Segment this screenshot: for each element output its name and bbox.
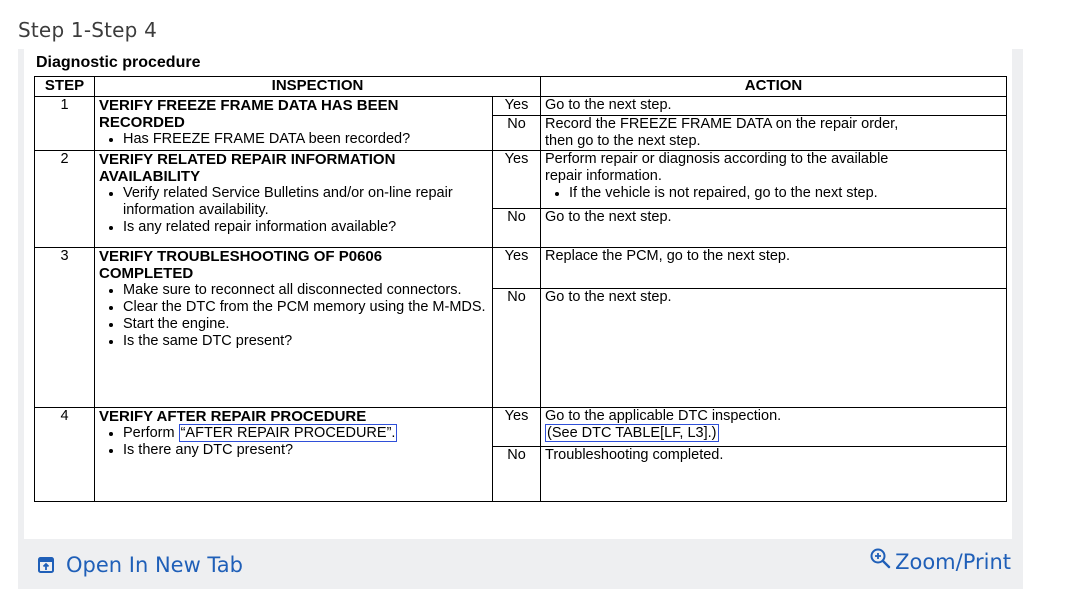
inspection-bullet: • Is there any DTC present? [123,442,488,459]
panel-footer [18,539,1023,589]
inspection-bullet: • Start the engine. [123,316,488,333]
zoom-print-link[interactable] [869,550,1011,574]
inspection-title: VERIFY TROUBLESHOOTING OF P0606 [99,248,383,265]
header-step: STEP [35,77,95,97]
action-text: Replace the PCM, go to the next step. [545,248,791,264]
header-inspection: INSPECTION [95,77,541,97]
action-text: Go to the applicable DTC inspection. [545,408,782,424]
table-header-row [35,77,1007,97]
no-label: No [493,209,541,248]
inspection-bullet: • Is the same DTC present? [123,333,488,350]
inspection-title: VERIFY FREEZE FRAME DATA HAS BEEN [99,97,399,114]
action-text: Perform repair or diagnosis according to the available [545,151,889,167]
bullet-prefix: Perform [123,425,179,441]
table-row [35,408,1007,447]
action-text: Go to the next step. [545,209,672,225]
no-label: No [493,116,541,151]
inspection-title: VERIFY RELATED REPAIR INFORMATION [99,151,396,168]
open-in-new-tab-label: Open In New Tab [66,553,243,577]
inspection-title: RECORDED [99,114,185,131]
action-bullet: • If the vehicle is not repaired, go to the next step. [569,185,1002,202]
inspection-bullet: • Clear the DTC from the PCM memory using the M-MDS. [123,299,488,316]
inspection-cell [95,97,493,151]
inspection-bullet: • Make sure to reconnect all disconnected connectors. [123,282,488,299]
action-text: then go to the next step. [545,133,701,149]
yes-label: Yes [493,97,541,116]
action-text: Go to the next step. [545,289,672,305]
inspection-bullet [123,425,488,442]
table-row [35,248,1007,289]
document-panel [18,49,1023,589]
action-text: Go to the next step. [545,97,672,113]
table-row [35,97,1007,116]
action-text: Troubleshooting completed. [545,447,724,463]
yes-label: Yes [493,248,541,289]
page-heading: Step 1-Step 4 [18,18,158,42]
no-label: No [493,447,541,502]
yes-label: Yes [493,408,541,447]
action-text: Record the FREEZE FRAME DATA on the repair order, [545,116,899,132]
inspection-title: AVAILABILITY [99,168,201,185]
step-number: 2 [35,151,95,248]
inspection-cell [95,151,493,248]
inspection-bullet: • Is any related repair information available? [123,219,488,236]
action-cell [541,248,1007,289]
action-cell [541,447,1007,502]
step-number: 4 [35,408,95,502]
document-image [24,49,1012,539]
after-repair-procedure-link[interactable]: “AFTER REPAIR PROCEDURE”. [180,425,396,441]
inspection-bullet: • Verify related Service Bulletins and/or on-line repair information availability. [123,185,488,219]
inspection-cell [95,248,493,408]
zoom-in-icon [869,547,891,569]
inspection-title: COMPLETED [99,265,194,282]
inspection-bullet: • Has FREEZE FRAME DATA been recorded? [123,131,488,148]
action-cell [541,209,1007,248]
inspection-cell [95,408,493,502]
zoom-print-label: Zoom/Print [895,550,1011,574]
document-title: Diagnostic procedure [36,54,201,71]
action-text: repair information. [545,168,662,184]
action-cell [541,116,1007,151]
action-cell [541,97,1007,116]
diagnostic-table [34,76,1007,502]
action-cell [541,289,1007,408]
open-in-new-tab-link[interactable] [38,553,243,577]
header-action: ACTION [541,77,1007,97]
table-row [35,151,1007,209]
no-label: No [493,289,541,408]
step-number: 3 [35,248,95,408]
action-cell [541,408,1007,447]
dtc-table-link[interactable]: (See DTC TABLE[LF, L3].) [547,425,717,441]
action-cell [541,151,1007,209]
open-new-tab-icon [38,557,54,573]
inspection-title: VERIFY AFTER REPAIR PROCEDURE [99,408,367,425]
step-number: 1 [35,97,95,151]
yes-label: Yes [493,151,541,209]
